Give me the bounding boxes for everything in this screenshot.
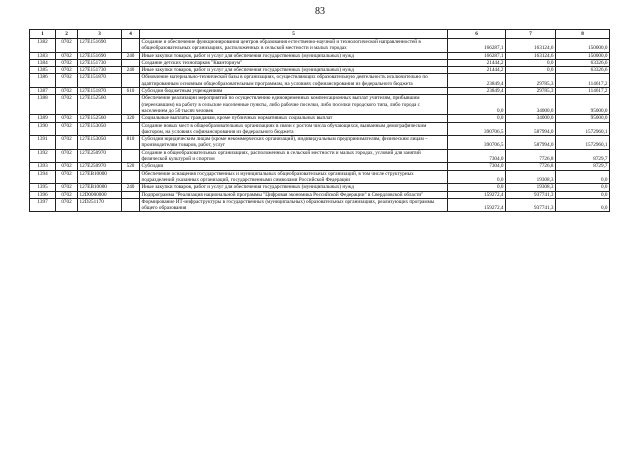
amount-year2-cell: 163124,6 bbox=[506, 39, 556, 53]
amount-year1-cell: 159272,4 bbox=[448, 191, 506, 198]
amount-year1-cell: 0,0 bbox=[448, 115, 506, 122]
section-code-cell: 0702 bbox=[56, 136, 78, 150]
column-header-2: 2 bbox=[56, 30, 78, 39]
table-body bbox=[30, 39, 610, 212]
row-number-cell: 1383 bbox=[30, 52, 56, 59]
amount-year3-cell: 0,0 bbox=[556, 184, 610, 191]
expense-type-cell bbox=[122, 39, 140, 53]
amount-year1-cell: 166287,1 bbox=[448, 39, 506, 53]
section-code-cell: 0702 bbox=[56, 74, 78, 88]
amount-year1-cell: 390706,5 bbox=[448, 136, 506, 150]
amount-year1-cell: 0,0 bbox=[448, 170, 506, 184]
amount-year1-cell: 159272,4 bbox=[448, 198, 506, 212]
expense-type-cell: 810 bbox=[122, 136, 140, 150]
amount-year3-cell: 8729,7 bbox=[556, 149, 610, 163]
table-row bbox=[30, 191, 610, 198]
amount-year2-cell: 587994,0 bbox=[506, 122, 556, 136]
section-code-cell: 0702 bbox=[56, 59, 78, 66]
item-name-cell: Социальные выплаты гражданам, кроме публичных нормативных социальных выплат bbox=[140, 115, 448, 122]
expense-type-cell: 240 bbox=[122, 67, 140, 74]
amount-year3-cell: 95000,0 bbox=[556, 95, 610, 115]
section-code-cell: 0702 bbox=[56, 39, 78, 53]
target-item-cell: 12D251170 bbox=[78, 198, 122, 212]
amount-year3-cell: 150000,0 bbox=[556, 39, 610, 53]
row-number-cell: 1395 bbox=[30, 184, 56, 191]
amount-year2-cell: 29785,3 bbox=[506, 88, 556, 95]
target-item-cell: 127E152560 bbox=[78, 95, 122, 115]
amount-year2-cell: 34000,0 bbox=[506, 95, 556, 115]
column-header-6: 6 bbox=[448, 30, 506, 39]
amount-year3-cell: 114617,2 bbox=[556, 88, 610, 95]
amount-year1-cell: 7304,0 bbox=[448, 149, 506, 163]
item-name-cell: Субсидии бюджетным учреждениям bbox=[140, 88, 448, 95]
table-row bbox=[30, 122, 610, 136]
section-code-cell: 0702 bbox=[56, 52, 78, 59]
amount-year3-cell: 1572960,1 bbox=[556, 136, 610, 150]
amount-year2-cell: 7726,8 bbox=[506, 163, 556, 170]
section-code-cell: 0702 bbox=[56, 198, 78, 212]
table-row bbox=[30, 74, 610, 88]
amount-year3-cell: 150000,0 bbox=[556, 52, 610, 59]
amount-year3-cell: 63326,6 bbox=[556, 67, 610, 74]
amount-year2-cell: 19308,3 bbox=[506, 170, 556, 184]
expense-type-cell: 240 bbox=[122, 184, 140, 191]
amount-year1-cell: 0,0 bbox=[448, 95, 506, 115]
expense-type-cell bbox=[122, 198, 140, 212]
expense-type-cell bbox=[122, 122, 140, 136]
column-header-4: 4 bbox=[122, 30, 140, 39]
item-name-cell: Обеспечение реализации мероприятий по осуществлению единовременных компенсационных выплат учителям, прибывшим (переехавшим) на работу в сельские населенные пункты, либо рабочие поселки, либо поселки городского типа, либо города с населением до 50 тысяч человек bbox=[140, 95, 448, 115]
table-row bbox=[30, 198, 610, 212]
table-row bbox=[30, 149, 610, 163]
amount-year3-cell: 8729,7 bbox=[556, 163, 610, 170]
table-row bbox=[30, 88, 610, 95]
expense-type-cell bbox=[122, 74, 140, 88]
amount-year3-cell: 63326,6 bbox=[556, 59, 610, 66]
amount-year2-cell: 7726,8 bbox=[506, 149, 556, 163]
item-name-cell: Формирование ИТ-инфраструктуры в государственных (муниципальных) образовательных организациях, реализующих программы общего образования bbox=[140, 198, 448, 212]
amount-year1-cell: 0,0 bbox=[448, 184, 506, 191]
row-number-cell: 1389 bbox=[30, 115, 56, 122]
section-code-cell: 0702 bbox=[56, 67, 78, 74]
amount-year3-cell: 0,0 bbox=[556, 170, 610, 184]
column-header-3: 3 bbox=[78, 30, 122, 39]
row-number-cell: 1384 bbox=[30, 59, 56, 66]
amount-year1-cell: 7304,0 bbox=[448, 163, 506, 170]
amount-year3-cell: 1572960,1 bbox=[556, 122, 610, 136]
target-item-cell: 127E151730 bbox=[78, 59, 122, 66]
section-code-cell: 0702 bbox=[56, 122, 78, 136]
section-code-cell: 0702 bbox=[56, 163, 78, 170]
section-code-cell: 0702 bbox=[56, 88, 78, 95]
table-row bbox=[30, 39, 610, 53]
expense-type-cell: 610 bbox=[122, 88, 140, 95]
column-header-1: 1 bbox=[30, 30, 56, 39]
target-item-cell: 127E250970 bbox=[78, 163, 122, 170]
table-row bbox=[30, 170, 610, 184]
expense-type-cell bbox=[122, 95, 140, 115]
budget-table-container bbox=[29, 29, 609, 212]
section-code-cell: 0702 bbox=[56, 95, 78, 115]
target-item-cell: 127E151690 bbox=[78, 52, 122, 59]
target-item-cell: 127E153050 bbox=[78, 136, 122, 150]
amount-year1-cell: 21444,2 bbox=[448, 59, 506, 66]
row-number-cell: 1393 bbox=[30, 163, 56, 170]
row-number-cell: 1386 bbox=[30, 74, 56, 88]
amount-year1-cell: 23849,4 bbox=[448, 74, 506, 88]
table-row bbox=[30, 136, 610, 150]
target-item-cell: 127EB10000 bbox=[78, 170, 122, 184]
item-name-cell: Иные закупки товаров, работ и услуг для обеспечения государственных (муниципальных) нужд bbox=[140, 67, 448, 74]
row-number-cell: 1392 bbox=[30, 149, 56, 163]
row-number-cell: 1390 bbox=[30, 122, 56, 136]
expense-type-cell bbox=[122, 59, 140, 66]
target-item-cell: 127EB10000 bbox=[78, 184, 122, 191]
amount-year1-cell: 21444,2 bbox=[448, 67, 506, 74]
row-number-cell: 1396 bbox=[30, 191, 56, 198]
target-item-cell: 127E151730 bbox=[78, 67, 122, 74]
page-number: 83 bbox=[315, 6, 325, 17]
target-item-cell: 127E152560 bbox=[78, 115, 122, 122]
amount-year2-cell: 937741,3 bbox=[506, 198, 556, 212]
row-number-cell: 1382 bbox=[30, 39, 56, 53]
table-row bbox=[30, 67, 610, 74]
table-row bbox=[30, 52, 610, 59]
amount-year1-cell: 390706,5 bbox=[448, 122, 506, 136]
amount-year2-cell: 163124,6 bbox=[506, 52, 556, 59]
header-row bbox=[30, 30, 610, 39]
amount-year2-cell: 587994,0 bbox=[506, 136, 556, 150]
section-code-cell: 0702 bbox=[56, 184, 78, 191]
section-code-cell: 0702 bbox=[56, 191, 78, 198]
row-number-cell: 1394 bbox=[30, 170, 56, 184]
item-name-cell: Иные закупки товаров, работ и услуг для обеспечения государственных (муниципальных) нужд bbox=[140, 52, 448, 59]
expense-type-cell: 320 bbox=[122, 115, 140, 122]
expense-type-cell bbox=[122, 191, 140, 198]
item-name-cell: Создание и обеспечение функционирования центров образования естественно-научной и технологической направленностей в общеобразовательных организациях, расположенных в сельской местности и малых городах bbox=[140, 39, 448, 53]
budget-table bbox=[29, 29, 610, 212]
expense-type-cell: 520 bbox=[122, 163, 140, 170]
section-code-cell: 0702 bbox=[56, 170, 78, 184]
item-name-cell: Иные закупки товаров, работ и услуг для обеспечения государственных (муниципальных) нужд bbox=[140, 184, 448, 191]
item-name-cell: Подпрограмма "Реализация национальной программы "Цифровая экономика Российской Федерации" в Свердловской области" bbox=[140, 191, 448, 198]
amount-year1-cell: 166287,1 bbox=[448, 52, 506, 59]
target-item-cell: 12D0000000 bbox=[78, 191, 122, 198]
expense-type-cell: 240 bbox=[122, 52, 140, 59]
expense-type-cell bbox=[122, 149, 140, 163]
item-name-cell: Субсидии юридическим лицам (кроме некоммерческих организаций), индивидуальным предпринимателям, физическим лицам – производителям товаров, работ, услуг bbox=[140, 136, 448, 150]
row-number-cell: 1385 bbox=[30, 67, 56, 74]
item-name-cell: Создание новых мест в общеобразовательных организациях в связи с ростом числа обучающихся, вызванным демографическим фактором, на условиях софинансирования из федерального бюджета bbox=[140, 122, 448, 136]
column-header-8: 8 bbox=[556, 30, 610, 39]
item-name-cell: Субсидии bbox=[140, 163, 448, 170]
amount-year2-cell: 0,0 bbox=[506, 59, 556, 66]
item-name-cell: Создание детских технопарков "Кванториум" bbox=[140, 59, 448, 66]
row-number-cell: 1391 bbox=[30, 136, 56, 150]
row-number-cell: 1387 bbox=[30, 88, 56, 95]
amount-year3-cell: 0,0 bbox=[556, 191, 610, 198]
target-item-cell: 127E151870 bbox=[78, 74, 122, 88]
table-row bbox=[30, 115, 610, 122]
target-item-cell: 127E153050 bbox=[78, 122, 122, 136]
amount-year1-cell: 23849,4 bbox=[448, 88, 506, 95]
target-item-cell: 127E151870 bbox=[78, 88, 122, 95]
item-name-cell: Обеспечение оснащения государственных и муниципальных общеобразовательных организаций, в том числе структурных подразделений указанных организаций, государственными символами Российской Федерации bbox=[140, 170, 448, 184]
amount-year2-cell: 19308,3 bbox=[506, 184, 556, 191]
amount-year3-cell: 95000,0 bbox=[556, 115, 610, 122]
amount-year2-cell: 34000,0 bbox=[506, 115, 556, 122]
target-item-cell: 127E151690 bbox=[78, 39, 122, 53]
table-row bbox=[30, 59, 610, 66]
expense-type-cell bbox=[122, 170, 140, 184]
item-name-cell: Создание в общеобразовательных организациях, расположенных в сельской местности и малых городах, условий для занятий физической культурой и спортом bbox=[140, 149, 448, 163]
table-row bbox=[30, 163, 610, 170]
section-code-cell: 0702 bbox=[56, 149, 78, 163]
section-code-cell: 0702 bbox=[56, 115, 78, 122]
target-item-cell: 127E250970 bbox=[78, 149, 122, 163]
amount-year3-cell: 0,0 bbox=[556, 198, 610, 212]
table-row bbox=[30, 184, 610, 191]
amount-year2-cell: 29785,3 bbox=[506, 74, 556, 88]
amount-year2-cell: 937741,3 bbox=[506, 191, 556, 198]
column-header-7: 7 bbox=[506, 30, 556, 39]
amount-year2-cell: 0,0 bbox=[506, 67, 556, 74]
column-header-5: 5 bbox=[140, 30, 448, 39]
amount-year3-cell: 114617,2 bbox=[556, 74, 610, 88]
row-number-cell: 1388 bbox=[30, 95, 56, 115]
item-name-cell: Обновление материально-технической базы в организациях, осуществляющих образовательную деятельность исключительно по адаптированным основным общеобразовательным программам, на условиях софинансирования из федерального бюджета bbox=[140, 74, 448, 88]
row-number-cell: 1397 bbox=[30, 198, 56, 212]
table-row bbox=[30, 95, 610, 115]
